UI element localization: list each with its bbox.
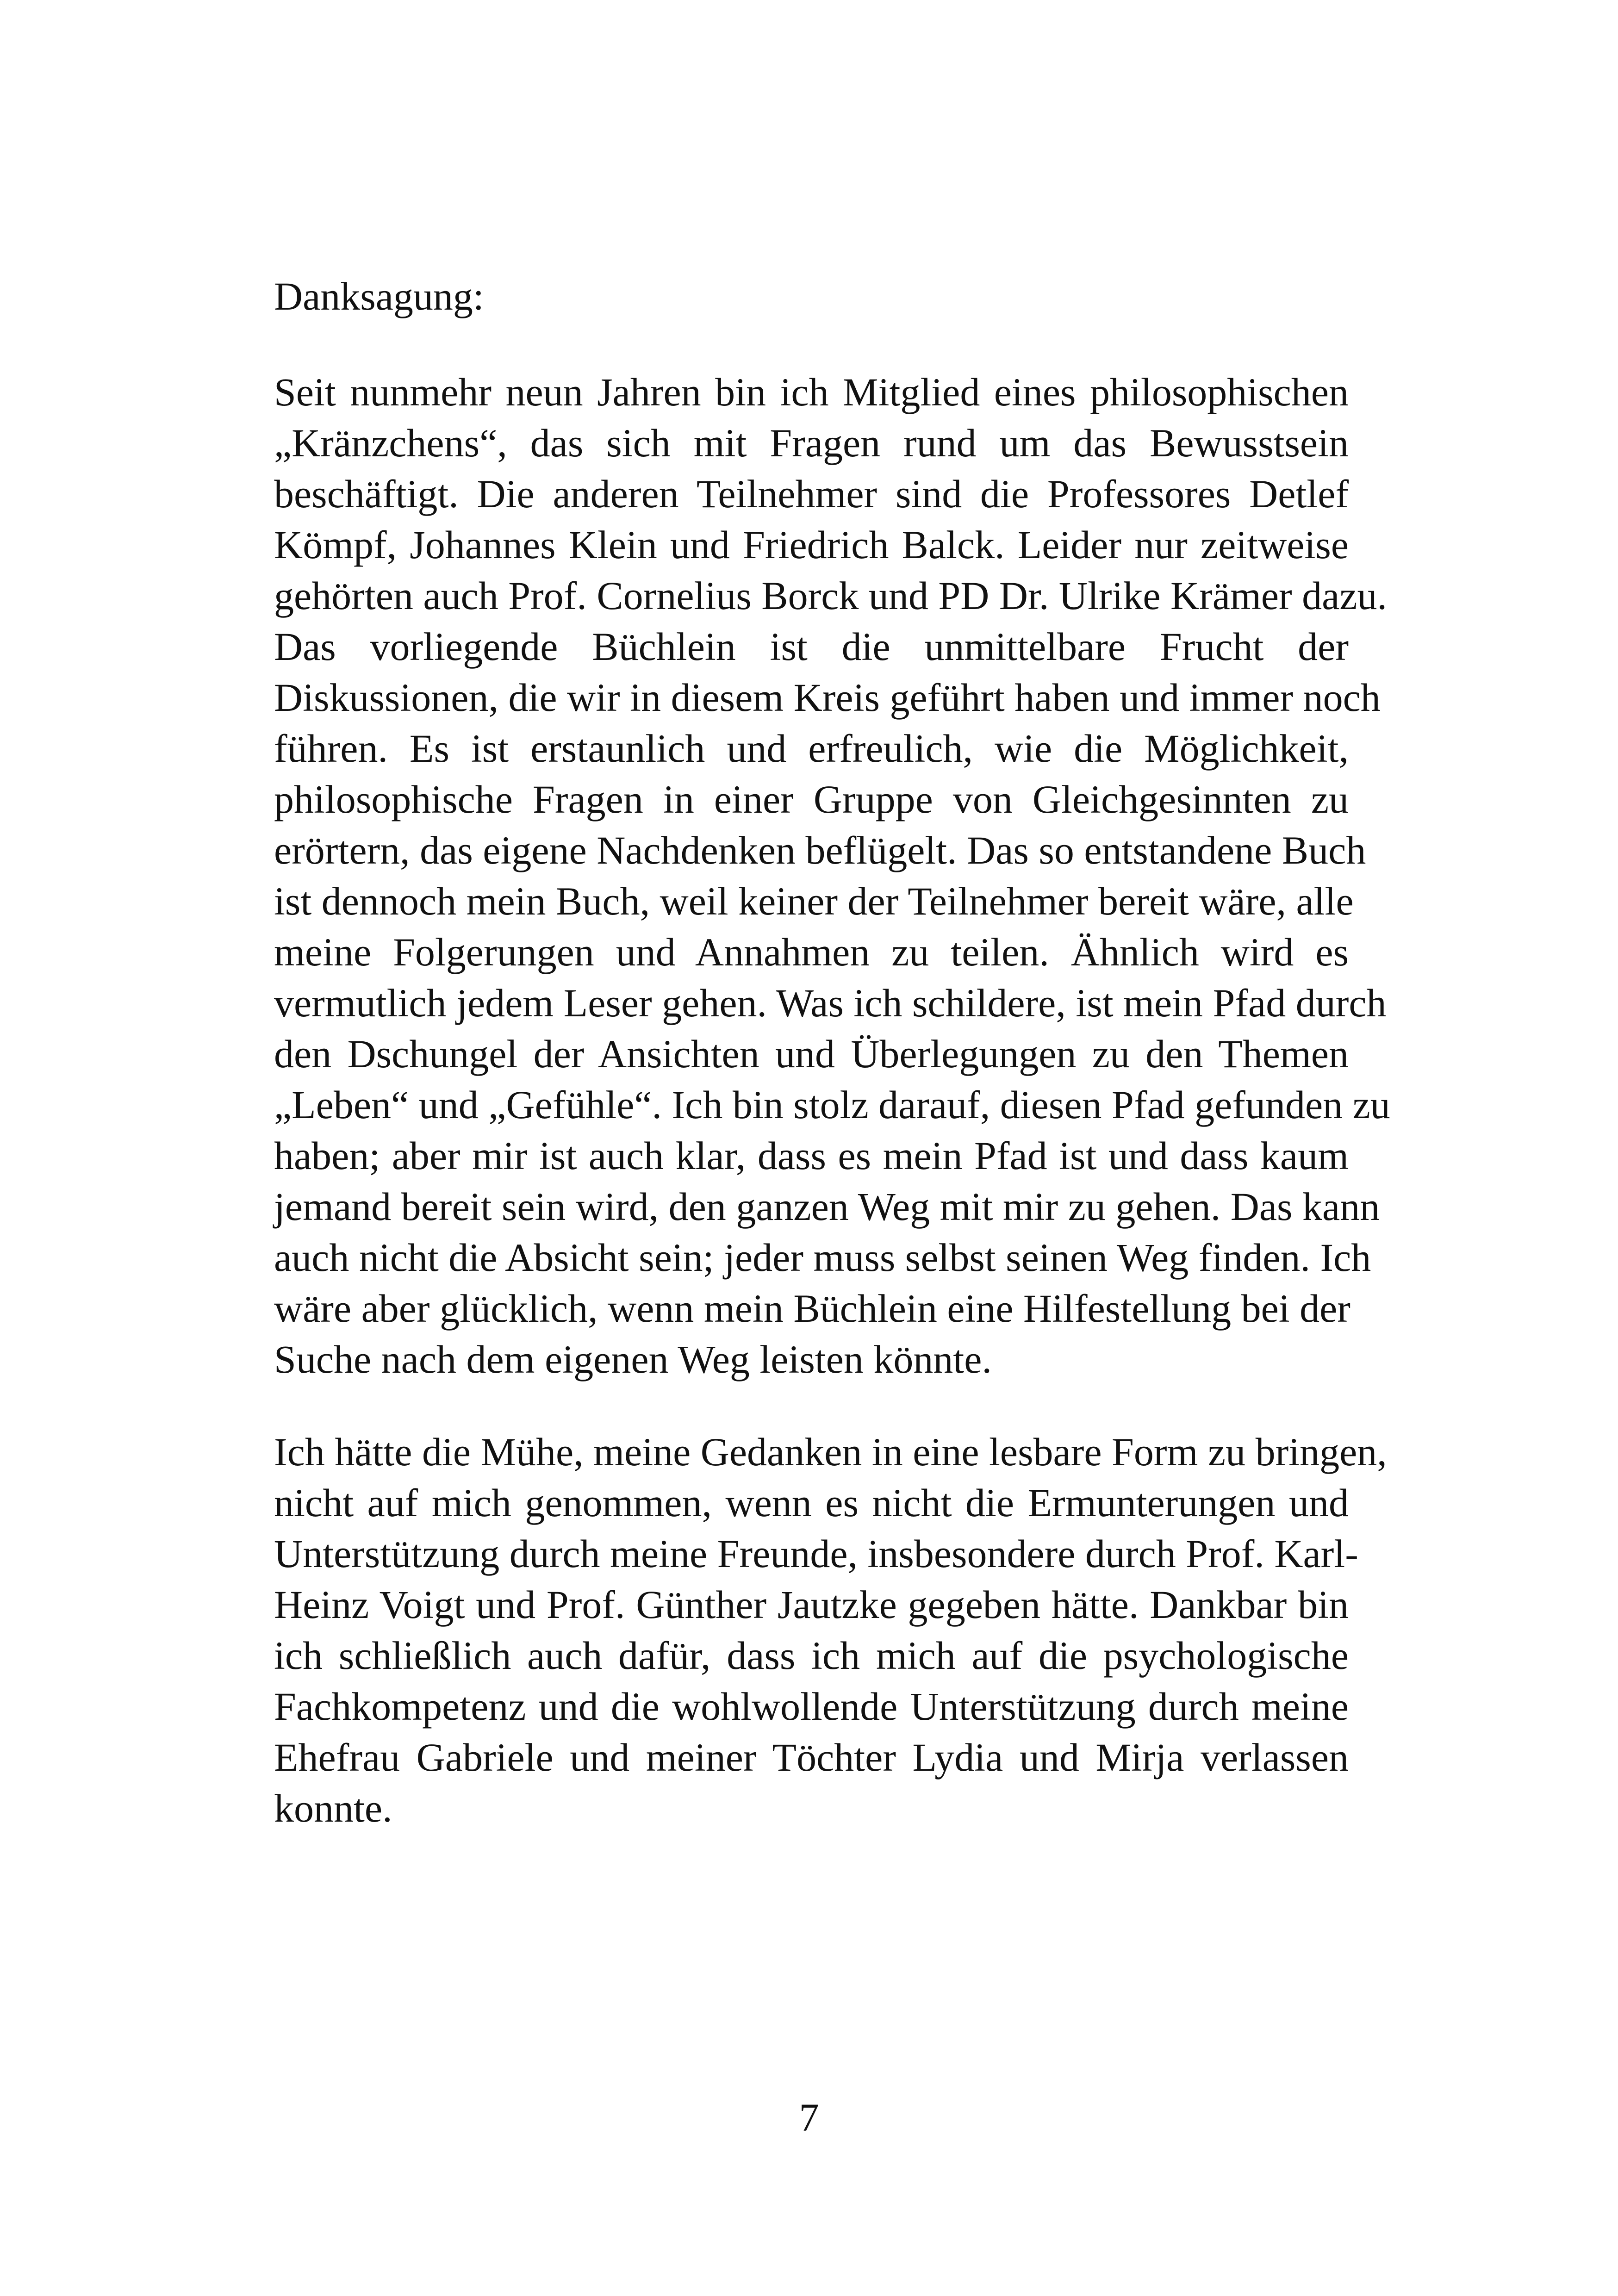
text-line: Unterstützung durch meine Freunde, insbesondere durch Prof. Karl- [274,1531,1358,1576]
text-line: „Leben“ und „Gefühle“. Ich bin stolz darauf, diesen Pfad gefunden zu [274,1083,1390,1127]
text-line: „Kränzchens“, das sich mit Fragen rund um das Bewusstsein [274,421,1349,465]
text-line: erörtern, das eigene Nachdenken beflügelt. Das so entstandene Buch [274,828,1366,872]
text-line: konnte. [274,1786,392,1830]
text-line: Ich hätte die Mühe, meine Gedanken in eine lesbare Form zu bringen, [274,1430,1387,1474]
text-line: Heinz Voigt und Prof. Günther Jautzke gegeben hätte. Dankbar bin [274,1582,1349,1627]
text-line: ist dennoch mein Buch, weil keiner der Teilnehmer bereit wäre, alle [274,879,1354,923]
text-line: führen. Es ist erstaunlich und erfreulich, wie die Möglichkeit, [274,726,1349,771]
text-line: Suche nach dem eigenen Weg leisten könnte. [274,1337,992,1381]
text-line: Ehefrau Gabriele und meiner Töchter Lydia und Mirja verlassen [274,1735,1349,1780]
text-line: nicht auf mich genommen, wenn es nicht die Ermunterungen und [274,1481,1349,1525]
text-line: beschäftigt. Die anderen Teilnehmer sind die Professores Detlef [274,472,1349,516]
text-line: auch nicht die Absicht sein; jeder muss selbst seinen Weg finden. Ich [274,1235,1371,1280]
text-line: ich schließlich auch dafür, dass ich mich auf die psychologische [274,1633,1349,1678]
text-line: jemand bereit sein wird, den ganzen Weg mit mir zu gehen. Das kann [274,1184,1380,1229]
page-number: 7 [799,2095,819,2140]
text-line: den Dschungel der Ansichten und Überlegungen zu den Themen [274,1032,1349,1076]
text-line: Fachkompetenz und die wohlwollende Unterstützung durch meine [274,1684,1349,1729]
text-line: Kömpf, Johannes Klein und Friedrich Balck. Leider nur zeitweise [274,523,1349,567]
text-line: wäre aber glücklich, wenn mein Büchlein eine Hilfestellung bei der [274,1286,1350,1331]
text-line: Seit nunmehr neun Jahren bin ich Mitglied eines philosophischen [274,370,1349,414]
paragraph-2 [274,1426,1387,1834]
text-line: Diskussionen, die wir in diesem Kreis geführt haben und immer noch [274,675,1381,720]
heading: Danksagung: [274,274,484,318]
paragraph-1 [274,367,1390,1385]
text-line: philosophische Fragen in einer Gruppe von Gleichgesinnten zu [274,777,1349,821]
text-line: gehörten auch Prof. Cornelius Borck und PD Dr. Ulrike Krämer dazu. [274,573,1388,618]
text-line: haben; aber mir ist auch klar, dass es mein Pfad ist und dass kaum [274,1133,1349,1178]
text-line: vermutlich jedem Leser gehen. Was ich schildere, ist mein Pfad durch [274,981,1387,1025]
text-line: Das vorliegende Büchlein ist die unmittelbare Frucht der [274,624,1349,669]
text-line: meine Folgerungen und Annahmen zu teilen. Ähnlich wird es [274,930,1349,974]
